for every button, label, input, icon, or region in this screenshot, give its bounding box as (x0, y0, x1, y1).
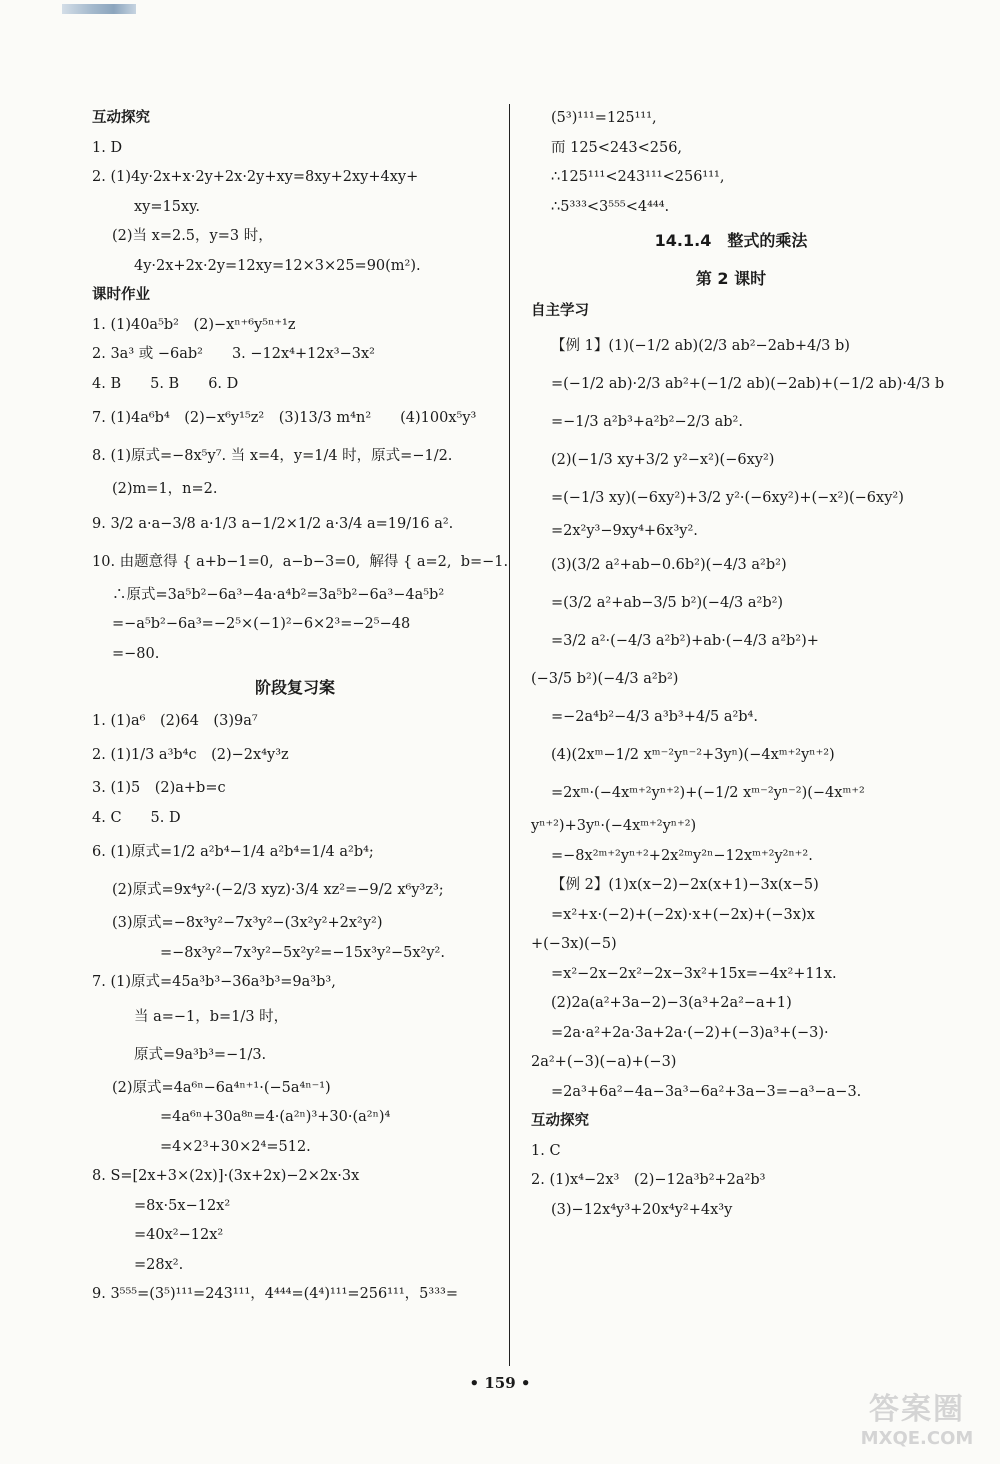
right-column-line: =(−1/2 ab)·2/3 ab²+(−1/2 ab)(−2ab)+(−1/2 ab)·4/3 b (551, 375, 945, 392)
left-column-line: 3. (1)5 (2)a+b=c (92, 780, 226, 796)
left-column-line: 2. (1)4y·2x+x·2y+2x·2y+xy=8xy+2xy+4xy+ (92, 169, 419, 185)
left-column-line: xy=15xy. (134, 198, 201, 215)
left-column-line: 1. (1)a⁶ (2)64 (3)9a⁷ (92, 712, 258, 729)
right-column-line: (−3/5 b²)(−4/3 a²b²) (531, 671, 679, 687)
right-column-line: 【例 2】(1)x(x−2)−2x(x+1)−3x(x−5) (551, 877, 819, 893)
right-column-line: =−1/3 a²b³+a²b²−2/3 ab². (551, 413, 743, 430)
right-column-line: ∴5³³³<3⁵⁵⁵<4⁴⁴⁴. (551, 198, 670, 215)
right-column-line: 14.1.4 整式的乘法 (654, 231, 808, 250)
left-column-line: =4×2³+30×2⁴=512. (160, 1138, 311, 1155)
right-column-line: =x²+x·(−2)+(−2x)·x+(−2x)+(−3x)x (551, 906, 815, 923)
right-column-line: =2a·a²+2a·3a+2a·(−2)+(−3)a³+(−3)· (551, 1024, 829, 1041)
left-column-line: 8. (1)原式=−8x⁵y⁷. 当 x=4，y=1/4 时，原式=−1/2. (92, 448, 453, 464)
scan-corner-mark (62, 4, 136, 14)
left-column-line: (2)原式=9x⁴y²·(−2/3 xyz)·3/4 xz²=−9/2 x⁶y³z³; (112, 882, 444, 898)
left-column-line: (2)当 x=2.5，y=3 时， (112, 228, 273, 244)
right-column-line: =2a³+6a²−4a−3a³−6a²+3a−3=−a³−a−3. (551, 1083, 862, 1100)
left-column-line: (2)m=1，n=2. (112, 481, 218, 497)
left-column-line: 课时作业 (92, 287, 150, 303)
left-column-line: =−80. (112, 645, 160, 662)
left-column-line: 6. (1)原式=1/2 a²b⁴−1/4 a²b⁴=1/4 a²b⁴; (92, 844, 374, 860)
right-column-line: (5³)¹¹¹=125¹¹¹, (551, 110, 657, 126)
left-column-line: 8. S=[2x+3×(2x)]·(3x+2x)−2×2x·3x (92, 1168, 360, 1184)
right-column-line: =−2a⁴b²−4/3 a³b³+4/5 a²b⁴. (551, 709, 758, 725)
right-column-line: 【例 1】(1)(−1/2 ab)(2/3 ab²−2ab+4/3 b) (551, 337, 850, 354)
left-column-line: (2)原式=4a⁶ⁿ−6a⁴ⁿ⁺¹·(−5a⁴ⁿ⁻¹) (112, 1079, 331, 1096)
right-column-line: =(−1/3 xy)(−6xy²)+3/2 y²·(−6xy²)+(−x²)(−6xy²) (551, 489, 904, 506)
left-column-line: =−a⁵b²−6a³=−2⁵×(−1)²−6×2³=−2⁵−48 (112, 616, 411, 632)
left-column-line: 4. C 5. D (92, 809, 181, 826)
right-column-line: =2x²y³−9xy⁴+6x³y². (551, 522, 698, 539)
left-column-line: 7. (1)4a⁶b⁴ (2)−x⁶y¹⁵z² (3)13/3 m⁴n² (4)100x⁵y³ (92, 410, 477, 426)
right-column-line: =(3/2 a²+ab−3/5 b²)(−4/3 a²b²) (551, 595, 784, 611)
right-column-line: 而 125<243<256, (551, 139, 683, 156)
right-column-line: =2xᵐ·(−4xᵐ⁺²yⁿ⁺²)+(−1/2 xᵐ⁻²yⁿ⁻²)(−4xᵐ⁺² (551, 785, 865, 801)
right-column-line: 互动探究 (531, 1113, 589, 1129)
left-column-line: 互动探究 (92, 110, 150, 126)
right-column-line: =x²−2x−2x²−2x−3x²+15x=−4x²+11x. (551, 965, 837, 982)
left-column-line: 4. B 5. B 6. D (92, 375, 239, 392)
watermark-logo (842, 1392, 992, 1458)
left-column-line: 4y·2x+2x·2y=12xy=12×3×25=90(m²). (134, 257, 421, 274)
right-column-line: 第 2 课时 (695, 268, 767, 288)
right-column-line: (3)(3/2 a²+ab−0.6b²)(−4/3 a²b²) (551, 557, 787, 573)
left-column-line: 7. (1)原式=45a³b³−36a³b³=9a³b³, (92, 974, 336, 990)
left-column-line: =4a⁶ⁿ+30a⁸ⁿ=4·(a²ⁿ)³+30·(a²ⁿ)⁴ (160, 1109, 391, 1125)
right-column-line: =3/2 a²·(−4/3 a²b²)+ab·(−4/3 a²b²)+ (551, 633, 819, 649)
right-column-line: ∴125¹¹¹<243¹¹¹<256¹¹¹, (551, 169, 725, 185)
left-column-line: 当 a=−1，b=1/3 时， (134, 1008, 289, 1025)
left-column-line: =−8x³y²−7x³y²−5x²y²=−15x³y²−5x²y². (160, 944, 445, 961)
left-column-line: 原式=9a³b³=−1/3. (134, 1046, 267, 1063)
right-column-line: (2)(−1/3 xy+3/2 y²−x²)(−6xy²) (551, 451, 775, 468)
right-column-line: +(−3x)(−5) (531, 936, 617, 952)
right-column-line: 2a²+(−3)(−a)+(−3) (531, 1054, 677, 1070)
left-column-line: 阶段复习案 (254, 678, 335, 697)
right-column-line: yⁿ⁺²)+3yⁿ·(−4xᵐ⁺²yⁿ⁺²) (531, 818, 697, 834)
left-column-line: =8x·5x−12x² (134, 1197, 231, 1214)
right-column (531, 104, 945, 1225)
left-column-line: 2. (1)1/3 a³b⁴c (2)−2x⁴y³z (92, 747, 289, 763)
left-column-line: =28x². (134, 1256, 184, 1273)
right-column-line: (4)(2xᵐ−1/2 xᵐ⁻²yⁿ⁻²+3yⁿ)(−4xᵐ⁺²yⁿ⁺²) (551, 747, 835, 763)
right-column-line: (2)2a(a²+3a−2)−3(a³+2a²−a+1) (551, 995, 792, 1011)
left-column-line: (3)原式=−8x³y²−7x³y²−(3x²y²+2x²y²) (112, 915, 383, 931)
left-column-line: 9. 3/2 a·a−3/8 a·1/3 a−1/2×1/2 a·3/4 a=19/16 a². (92, 515, 454, 532)
right-column-line: =−8x²ᵐ⁺²yⁿ⁺²+2x²ᵐy²ⁿ−12xᵐ⁺²y²ⁿ⁺². (551, 847, 813, 864)
left-column-line: 2. 3a³ 或 −6ab² 3. −12x⁴+12x³−3x² (92, 346, 375, 362)
left-column-line: ∴原式=3a⁵b²−6a³−4a·a⁴b²=3a⁵b²−6a³−4a⁵b² (112, 586, 445, 603)
right-column-line: 2. (1)x⁴−2x³ (2)−12a³b²+2a²b³ (531, 1172, 766, 1188)
watermark-domain: MXQE.COM (860, 1428, 974, 1449)
left-column-line: 10. 由题意得 { a+b−1=0, a−b−3=0, 解得 { a=2, b=−1. (92, 553, 509, 570)
left-column-line: 9. 3⁵⁵⁵=(3⁵)¹¹¹=243¹¹¹，4⁴⁴⁴=(4⁴)¹¹¹=256¹¹¹，5³³³= (92, 1286, 458, 1302)
right-column-line: 自主学习 (531, 303, 589, 319)
left-column-line: 1. D (92, 139, 123, 156)
left-column-line: 1. (1)40a⁵b² (2)−xⁿ⁺⁶y⁵ⁿ⁺¹z (92, 316, 296, 333)
right-column-line: (3)−12x⁴y³+20x⁴y²+4x³y (551, 1201, 733, 1218)
left-column (92, 104, 509, 1310)
right-column-line: 1. C (531, 1142, 561, 1159)
column-divider (509, 104, 510, 1366)
left-column-line: =40x²−12x² (134, 1227, 224, 1243)
watermark-glyphs: 答案圈 (869, 1392, 965, 1427)
page-number: • 159 • (469, 1374, 531, 1392)
